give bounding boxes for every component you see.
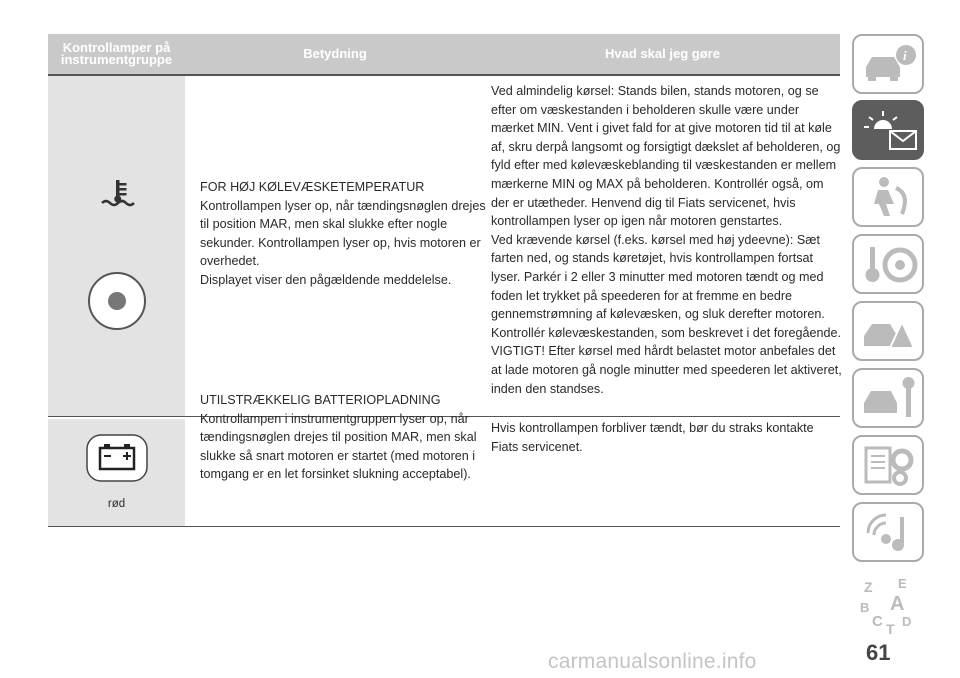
seat-airbag-icon	[860, 174, 920, 222]
meaning-coolant-text: FOR HØJ KØLEVÆSKETEMPERATUR Kontrollampen lyser op, når tændingsnøglen drejes til position MAR, men skal slukke efter nogle sekunder. Kontrollampen lyser op, hvis motoren er overhedet. Displayet viser den pågældende meddelelse.	[200, 180, 486, 287]
svg-text:D: D	[902, 614, 912, 629]
row-divider	[48, 526, 840, 527]
svg-text:i: i	[903, 48, 907, 63]
color-label: rød	[107, 498, 126, 510]
svg-text:T: T	[886, 621, 895, 634]
battery-icon	[85, 433, 149, 483]
table-header	[48, 34, 840, 76]
header-what-to-do: Hvad skal jeg gøre	[605, 46, 720, 61]
icon-cell-battery	[48, 419, 185, 526]
svg-text:A: A	[890, 593, 905, 615]
multimedia-icon	[860, 509, 920, 557]
header-meaning: Betydning	[303, 46, 367, 61]
tab-safety[interactable]	[852, 167, 924, 227]
svg-text:E: E	[898, 576, 907, 591]
alphabetical-index-icon	[858, 574, 918, 634]
page-number: 61	[866, 640, 891, 665]
tab-maintenance[interactable]	[852, 368, 924, 428]
header-warning-lights: Kontrollamper på instrumentgruppe	[60, 40, 173, 67]
action-coolant-text: Ved almindelig kørsel: Stands bilen, stands motoren, og se efter om væskestanden i beholderen skulle være under mærket MIN. Vent i givet fald for at give motoren tid til at køle af, skru derpå langsomt og forsigtigt dækslet af beholderen, og fyld efter med kølevæskeblanding til væskestanden er mellem mærkerne MIN og MAX på beholderen. Kontrollér også, om der er utætheder. Henvend dig til Fiats servicenet, hvis kontrollampen lyser op igen når motoren genstartes. Ved krævende kørsel (f.eks. kørsel med høj ydeevne): Sæt farten ned, og stands køretøjet, hvis kontrollampen fortsat lyser. Parkér i 2 eller 3 minutter med motoren tændt og med foden let trykket på speederen for at fremme en bedre gennemstrømning af kølevæsken, og sluk derefter motoren. Kontrollér kølevæskestanden, som beskrevet i det foregående. VIGTIGT! Efter kørsel med hårdt belastet motor anbefales det at lade motoren gå nogle minutter med speederen let aktiveret, inden den standses.	[491, 84, 842, 396]
meaning-battery-text: UTILSTRÆKKELIG BATTERIOPLADNING Kontrollampen i instrumentgruppen lyser op, når tændingsnøglen drejes til position MAR, men skal slukke så snart motoren er startet (med motoren i tomgang er en let forsinket slukning acceptabel).	[200, 393, 477, 482]
warning-light-message-icon	[860, 107, 920, 155]
tab-index[interactable]	[852, 569, 924, 634]
tab-starting-driving[interactable]	[852, 234, 924, 294]
tab-technical-data[interactable]	[852, 435, 924, 495]
car-maintenance-icon	[860, 375, 920, 423]
coolant-temperature-icon	[100, 178, 136, 210]
tab-warning-lights[interactable]	[852, 100, 924, 160]
meaning-battery	[200, 391, 490, 484]
watermark: carmanualsonline.info	[548, 650, 757, 673]
warning-lamp-indicator-icon	[86, 270, 148, 332]
tab-emergency[interactable]	[852, 301, 924, 361]
key-steering-wheel-icon	[860, 241, 920, 289]
meaning-coolant	[200, 178, 490, 290]
tab-car-info[interactable]	[852, 34, 924, 94]
action-battery	[491, 419, 836, 456]
car-info-icon	[860, 41, 920, 89]
car-crash-warning-icon	[860, 308, 920, 356]
svg-text:B: B	[860, 600, 870, 615]
svg-text:C: C	[872, 613, 883, 630]
action-coolant	[491, 82, 843, 398]
icon-cell-coolant	[48, 76, 185, 416]
action-battery-text: Hvis kontrollampen forbliver tændt, bør du straks kontakte Fiats servicenet.	[491, 421, 814, 454]
tab-multimedia[interactable]	[852, 502, 924, 562]
technical-specs-gear-icon	[860, 442, 920, 490]
svg-text:Z: Z	[864, 579, 873, 595]
